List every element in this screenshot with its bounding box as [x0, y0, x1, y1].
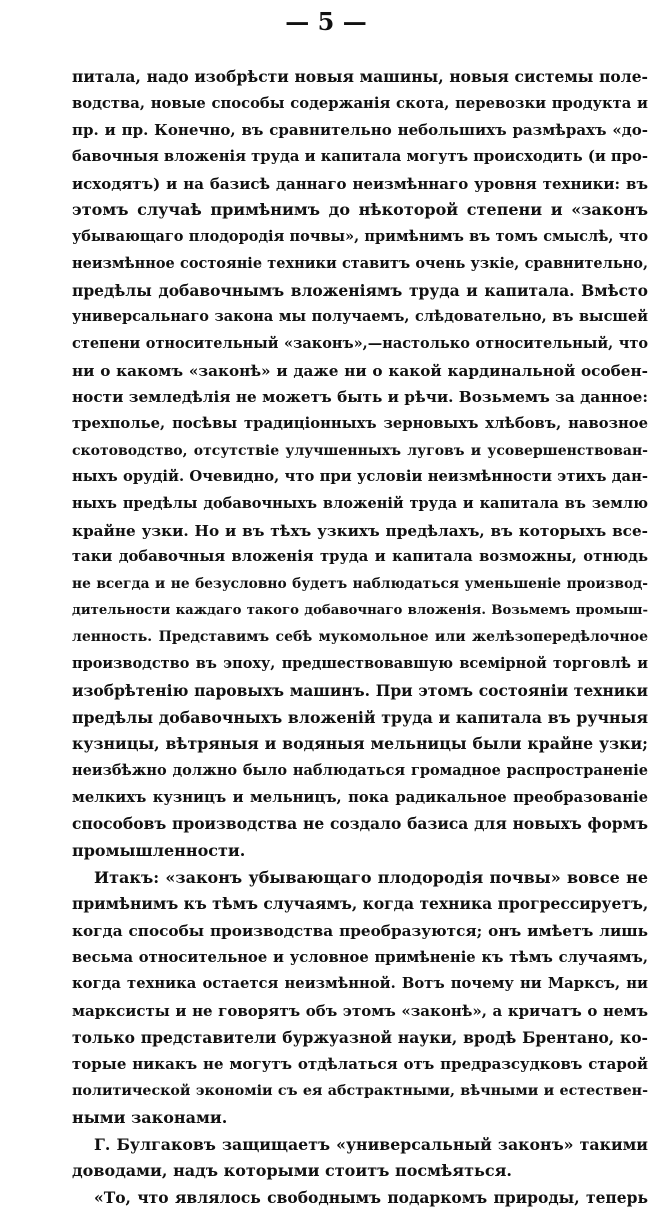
text-line: способовъ производства не создало базиса для новыхъ формъ	[72, 814, 648, 834]
text-line: марксисты и не говорятъ объ этомъ «законѣ», а кричатъ о немъ	[72, 1002, 648, 1021]
text-line: крайне узки. Но и въ тѣхъ узкихъ предѣлахъ, въ которыхъ все-	[72, 521, 648, 540]
text-line: доводами, надъ которыми стоитъ посмѣяться.	[72, 1161, 512, 1181]
text-line: весьма относительное и условное примѣненіе къ тѣмъ случаямъ,	[72, 948, 648, 966]
text-line: исходятъ) и на базисѣ даннаго неизмѣннаго уровня техники: въ	[72, 174, 648, 193]
text-line: степени относительный «законъ»,—настолько относительный, что	[72, 334, 648, 352]
text-line: пр. и пр. Конечно, въ сравнительно небольшихъ размѣрахъ «до-	[72, 121, 648, 140]
text-line: бавочныя вложенія труда и капитала могутъ происходить (и про-	[72, 148, 648, 166]
text-line: когда техника остается неизмѣнной. Вотъ почему ни Марксъ, ни	[72, 975, 648, 993]
text-line: неизбѣжно должно было наблюдаться громадное распространеніе	[72, 761, 648, 779]
text-line: ныхъ орудій. Очевидно, что при условіи неизмѣнности этихъ дан-	[72, 468, 648, 486]
text-line: предѣлы добавочнымъ вложеніямъ труда и капитала. Вмѣсто	[72, 280, 648, 300]
text-line: скотоводство, отсутствіе улучшенныхъ луговъ и усовершенствован-	[72, 442, 648, 459]
text-line: только представители буржуазной науки, вродѣ Брентано, ко-	[72, 1027, 648, 1047]
page-number: — 5 —	[285, 7, 367, 36]
text-line: Г. Булгаковъ защищаетъ «универсальный законъ» такими	[94, 1134, 648, 1154]
text-line: неизмѣнное состояніе техники ставитъ очень узкіе, сравнительно,	[72, 254, 648, 272]
text-line: предѣлы добавочныхъ вложеній труда и капитала въ ручныя	[72, 707, 648, 727]
text-line: дительности каждаго такого добавочнаго вложенія. Возьмемъ промыш-	[72, 602, 648, 618]
text-line: водства, новые способы содержанія скота, перевозки продукта и	[72, 94, 648, 112]
text-line: ности земледѣлія не можетъ быть и рѣчи. Возьмемъ за данное:	[72, 388, 648, 407]
text-line: торые никакъ не могутъ отдѣлаться отъ предразсудковъ старой	[72, 1055, 648, 1074]
page-text	[72, 64, 648, 1212]
text-line: убывающаго плодородія почвы», примѣнимъ въ томъ смыслѣ, что	[72, 228, 648, 246]
text-line: ныхъ предѣлы добавочныхъ вложеній труда и капитала въ землю	[72, 495, 648, 512]
text-line: кузницы, вѣтряныя и водяныя мельницы были крайне узки;	[72, 734, 648, 754]
text-line: промышленности.	[72, 840, 246, 860]
text-line: «То, что являлось свободнымъ подаркомъ природы, теперь	[94, 1187, 648, 1207]
text-line: универсальнаго закона мы получаемъ, слѣдовательно, въ высшей	[72, 308, 648, 326]
text-line: ни о какомъ «законѣ» и даже ни о какой кардинальной особен-	[72, 361, 648, 380]
text-line: трехполье, посѣвы традиціонныхъ зерновыхъ хлѣбовъ, навозное	[72, 414, 648, 432]
text-line: мелкихъ кузницъ и мельницъ, пока радикальное преобразованіе	[72, 788, 648, 806]
text-line: когда способы производства преобразуются; онъ имѣетъ лишь	[72, 922, 648, 940]
text-line: этомъ случаѣ примѣнимъ до нѣкоторой степени и «законъ	[72, 200, 648, 220]
text-line: политической экономіи съ ея абстрактными, вѣчными и естествен-	[72, 1083, 648, 1100]
text-line: Итакъ: «законъ убывающаго плодородія почвы» вовсе не	[94, 867, 648, 887]
text-line: изобрѣтенію паровыхъ машинъ. При этомъ состояніи техники	[72, 680, 648, 700]
text-line: ными законами.	[72, 1107, 228, 1127]
text-line: производство въ эпоху, предшествовавшую всемірной торговлѣ и	[72, 655, 648, 673]
text-line: ленность. Представимъ себѣ мукомольное или желѣзопередѣлочное	[72, 629, 648, 646]
text-line: не всегда и не безусловно будетъ наблюдаться уменьшеніе производ-	[72, 576, 648, 593]
text-line: примѣнимъ къ тѣмъ случаямъ, когда техника прогрессируетъ,	[72, 894, 648, 914]
text-line: таки добавочныя вложенія труда и капитала возможны, отнюдь	[72, 548, 648, 566]
text-line: питала, надо изобрѣсти новыя машины, новыя системы поле-	[72, 67, 648, 86]
